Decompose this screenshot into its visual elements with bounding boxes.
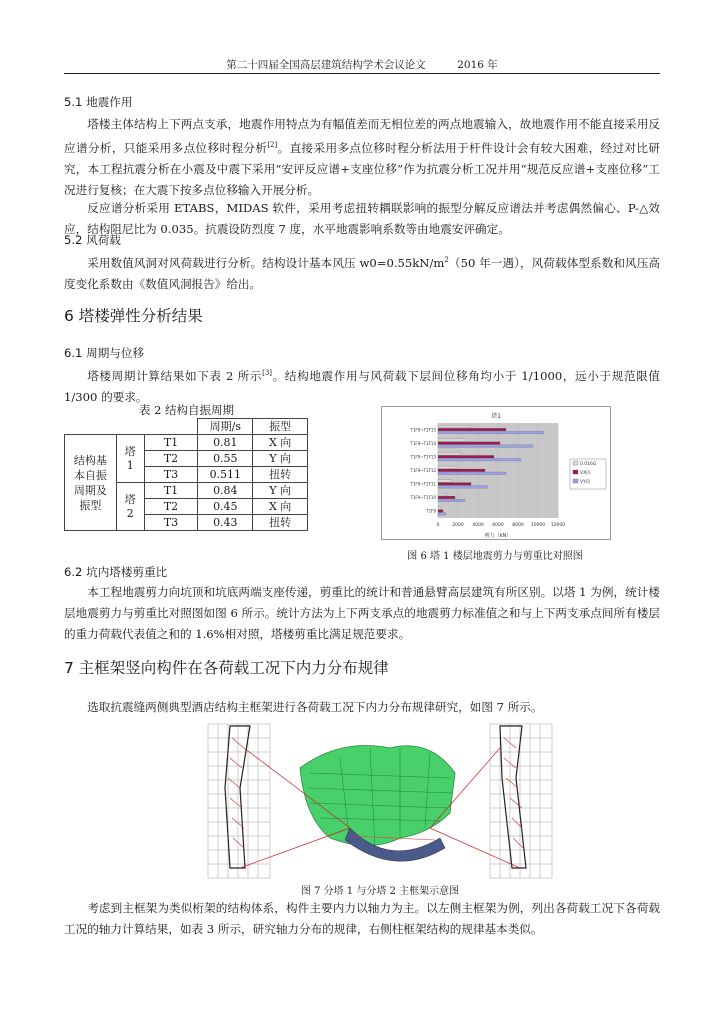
section-7-paragraph-1: 选取抗震缝两侧典型酒店结构主框架进行各荷载工况下内力分布规律研究，如图 7 所示。 — [87, 700, 543, 714]
bar-3 — [438, 513, 446, 516]
legend-swatch — [573, 479, 578, 483]
x-tick-label: 4000 — [472, 523, 484, 528]
bar-2 — [438, 510, 443, 513]
section-7-title: 7 主框架竖向构件在各荷载工况下内力分布规律 — [64, 659, 389, 677]
section-6-2-paragraph: 本工程地震剪力向坑顶和坑底两端支座传递，剪重比的统计和普通悬臂高层建筑有所区别。以塔 1 为例，统计楼层地震剪力与剪重比对照图如图 6 所示。统计方法为上下两支承点的地震剪力标准值之和与上下两支承点间所有楼层的重力荷载代表值之和的 1.6%相对照，塔楼剪重比满足规范要求。 — [64, 585, 660, 641]
table-cell-shape: X 向 — [253, 435, 308, 451]
tower-1-label — [116, 435, 144, 483]
section-6-1-title: 6.1 周期与位移 — [64, 346, 145, 360]
table-cell-period: 0.43 — [198, 515, 253, 531]
bar-1 — [438, 493, 447, 496]
citation-2: [2] — [267, 141, 278, 149]
bar-1 — [438, 466, 456, 469]
citation-3: [3] — [262, 369, 273, 377]
table-corner — [65, 419, 198, 435]
x-tick-label: 12000 — [550, 523, 566, 528]
3d-structure-model — [300, 746, 455, 862]
bar-3 — [438, 472, 506, 475]
x-tick-label: 10000 — [530, 523, 546, 528]
category-label: T1F9~T1F15 — [410, 427, 436, 433]
section-7-paragraph-2: 考虑到主框架为类似桁架的结构体系，构件主要内力以轴力为主。以左侧主框架为例，列出各荷载工况下各荷载工况的轴力计算结果，如表 3 所示，研究轴力分布的规律，右侧柱框架结构的规律基本类似。 — [64, 901, 660, 936]
section-5-2-title: 5.2 风荷载 — [64, 233, 121, 247]
legend-swatch — [573, 461, 578, 465]
table-cell-mode: T2 — [144, 499, 198, 515]
bar-1 — [438, 480, 452, 483]
section-5-2-paragraph — [64, 250, 660, 295]
legend-swatch — [573, 470, 578, 474]
section-5-1-paragraph-2: 反应谱分析采用 ETABS，MIDAS 软件，采用考虑扭转耦联影响的振型分解反应谱法并考虑偶然偏心、P-△效应，结构阻尼比为 0.035。抗震设防烈度 7 度，水平地震影响系数等由地震安评确定。 — [64, 201, 660, 236]
bar-1 — [438, 439, 466, 442]
tower-2-label — [116, 483, 144, 531]
legend-label: 0.016G — [580, 462, 597, 467]
category-label: T1F9~T1F13 — [410, 454, 436, 460]
tower-label-num: 2 — [126, 506, 134, 520]
s51-p1b: 。直接采用多点位移时程分析法用于杆件设计会有较大困难，经过对比研究，本工程抗震分析在小震及中震下采用“安评反应谱+支座位移”作为抗震分析工况并用“规范反应谱+支座位移”工况进行复核；在大震下按多点位移输入开展分析。 — [64, 140, 660, 197]
table-cell-shape: Y 向 — [253, 451, 308, 467]
section-6-title: 6 塔楼弹性分析结果 — [64, 307, 203, 325]
category-label: T1F9~T1F11 — [410, 481, 436, 487]
group-line: 本自振 — [73, 468, 107, 482]
x-axis-label: 剪力（kN） — [484, 533, 512, 539]
header-period: 周期/s — [198, 419, 253, 435]
table-cell-mode: T3 — [144, 467, 198, 483]
bar-3 — [438, 486, 488, 489]
category-label: T1F9 — [426, 508, 436, 514]
table-cell-period: 0.81 — [198, 435, 253, 451]
table-cell-shape: 扭转 — [253, 515, 308, 531]
superscript-2: 2 — [444, 256, 449, 264]
bar-3 — [438, 499, 465, 502]
table-cell-period: 0.45 — [198, 499, 253, 515]
table-cell-mode: T1 — [144, 435, 198, 451]
bar-1 — [438, 425, 471, 428]
bar-2 — [438, 469, 485, 472]
table-cell-period: 0.511 — [198, 467, 253, 483]
section-5-1-paragraph-1 — [64, 114, 660, 201]
table-cell-period: 0.55 — [198, 451, 253, 467]
legend-label: VY向 — [580, 480, 591, 485]
tower-label-text: 塔 — [124, 492, 136, 506]
group-line: 结构基 — [73, 453, 107, 467]
x-tick-label: 0 — [436, 523, 440, 528]
tower-label-text: 塔 — [124, 444, 136, 458]
s61-p1a: 塔楼周期计算结果如下表 2 所示 — [87, 368, 263, 383]
chart-title: 塔1 — [491, 413, 501, 420]
s61-p1b: 。结构地震作用与风荷载下层间位移角均小于 1/1000，远小于规范限值 1/300 的要求。 — [64, 368, 660, 404]
section-6-2-title: 6.2 坑内塔楼剪重比 — [64, 565, 168, 579]
figure-7-caption: 图 7 分塔 1 与分塔 2 主框架示意图 — [300, 886, 460, 897]
table-row — [65, 435, 308, 451]
tower-label-num: 1 — [126, 458, 134, 472]
s52-p1b: （50 年一遇），风荷载体型系数和风压高度变化系数由《数值风洞报告》给出。 — [64, 255, 661, 291]
table-2 — [64, 418, 308, 531]
table-cell-period: 0.84 — [198, 483, 253, 499]
section-5-1-title: 5.1 地震作用 — [64, 95, 133, 109]
legend-label: VX向 — [580, 471, 591, 476]
s52-p1a: 采用数值风洞对风荷载进行分析。结构设计基本风压 w0=0.55kN/m — [87, 255, 445, 270]
figure-6-chart-frame — [381, 406, 611, 540]
header-mode: 振型 — [253, 419, 308, 435]
left-frame-diagram — [208, 724, 270, 878]
table-header-row — [65, 419, 308, 435]
header-rule — [64, 73, 660, 74]
table-cell-shape: Y 向 — [253, 483, 308, 499]
table-cell-mode: T2 — [144, 451, 198, 467]
bar-3 — [438, 445, 533, 448]
x-tick-label: 2000 — [452, 523, 464, 528]
bar-2 — [438, 483, 471, 486]
bar-2 — [438, 455, 494, 458]
bar-1 — [438, 507, 441, 510]
table-cell-mode: T3 — [144, 515, 198, 531]
table-group-label — [65, 435, 117, 531]
shear-bar-chart — [382, 407, 610, 539]
category-label: T1F9~T1F12 — [410, 468, 436, 473]
x-tick-label: 6000 — [492, 523, 504, 528]
bar-3 — [438, 431, 544, 434]
table-cell-shape: 扭转 — [253, 467, 308, 483]
right-frame-diagram — [490, 724, 552, 878]
category-label: T1F9~T1F14 — [410, 440, 436, 446]
category-label: T1F9~T1F10 — [410, 495, 436, 501]
group-line: 振型 — [79, 498, 102, 512]
figure-7-frame-diagrams — [200, 718, 560, 882]
bar-2 — [438, 496, 455, 499]
running-header: 第二十四届全国高层建筑结构学术会议论文 2016 年 — [226, 59, 498, 71]
bar-1 — [438, 452, 461, 455]
bar-3 — [438, 458, 521, 461]
table-cell-mode: T1 — [144, 483, 198, 499]
table-2-caption: 表 2 结构自振周期 — [138, 403, 235, 417]
bar-2 — [438, 428, 506, 431]
x-tick-label: 8000 — [512, 523, 524, 528]
bar-2 — [438, 442, 500, 445]
s51-p1a: 塔楼主体结构上下两点支承，地震作用特点为有幅值差而无相位差的两点地震输入，故地震作用不能直接采用反应谱分析，只能采用多点位移时程分析 — [64, 117, 660, 155]
figure-6-caption: 图 6 塔 1 楼层地震剪力与剪重比对照图 — [407, 551, 583, 562]
group-line: 周期及 — [73, 483, 107, 497]
table-cell-shape: X 向 — [253, 499, 308, 515]
